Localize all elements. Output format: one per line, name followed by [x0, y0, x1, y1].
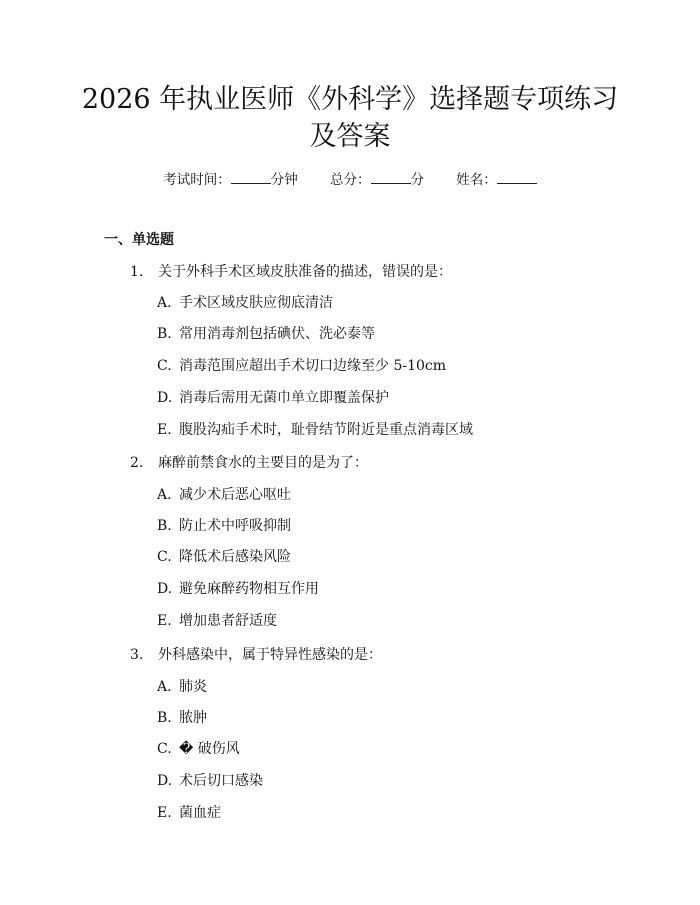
- page-title-continued: 及答案: [309, 121, 391, 152]
- name-blank: [497, 171, 537, 184]
- question-3-option-b: [157, 707, 207, 727]
- question-2-option-a: [157, 484, 291, 504]
- question-text: 外科感染中，属于特异性感染的是：: [158, 647, 382, 663]
- section-heading: 一、单选题: [104, 232, 174, 248]
- question-1: [130, 261, 452, 281]
- question-text: 麻醉前禁食水的主要目的是为了：: [158, 455, 368, 471]
- total-score-label: 总分：: [330, 172, 371, 188]
- option-letter: C.: [157, 741, 172, 757]
- option-text: 手术区域皮肤应彻底清洁: [179, 295, 333, 311]
- page-title: 2026 年执业医师《外科学》选择题专项练习: [81, 84, 619, 115]
- total-score-field: [330, 172, 424, 188]
- option-letter: D.: [157, 773, 173, 789]
- exam-time-label: 考试时间：: [163, 172, 231, 188]
- option-letter: D.: [157, 390, 173, 406]
- option-letter: A.: [157, 487, 172, 503]
- question-3-option-d: [157, 770, 263, 790]
- question-2-option-d: [157, 578, 319, 598]
- option-letter: B.: [157, 518, 172, 534]
- option-letter: E.: [157, 613, 172, 629]
- name-label: 姓名：: [456, 172, 497, 188]
- option-letter: C.: [157, 358, 172, 374]
- option-letter: C.: [157, 549, 172, 565]
- option-text: 菌血症: [179, 805, 221, 821]
- option-letter: E.: [157, 805, 172, 821]
- question-2-option-e: [157, 610, 277, 630]
- option-text: 脓肿: [179, 710, 207, 726]
- question-1-option-c: [157, 355, 446, 375]
- question-3-option-c: [157, 738, 240, 758]
- total-score-unit: 分: [410, 172, 424, 188]
- question-1-option-d: [157, 387, 389, 407]
- option-letter: E.: [157, 422, 172, 438]
- option-text: 降低术后感染风险: [179, 549, 291, 565]
- option-letter: B.: [157, 710, 172, 726]
- option-text: 消毒后需用无菌巾单立即覆盖保护: [179, 390, 389, 406]
- option-letter: A.: [157, 295, 172, 311]
- option-text: � 破伤风: [179, 741, 240, 757]
- option-text: 增加患者舒适度: [179, 613, 277, 629]
- option-text: 肺炎: [179, 679, 207, 695]
- option-letter: B.: [157, 326, 172, 342]
- option-text: 减少术后恶心呕吐: [179, 487, 291, 503]
- exam-meta: [0, 168, 700, 188]
- question-3: [130, 644, 382, 664]
- option-text: 防止术中呼吸抑制: [179, 518, 291, 534]
- exam-time-field: [163, 172, 298, 188]
- question-1-option-a: [157, 292, 333, 312]
- option-text: 常用消毒剂包括碘伏、洗必泰等: [179, 326, 375, 342]
- option-text: 消毒范围应超出手术切口边缘至少 5-10cm: [179, 358, 447, 374]
- name-field: [456, 172, 537, 188]
- total-score-blank: [371, 171, 411, 184]
- question-number: 1.: [130, 264, 144, 280]
- option-text: 避免麻醉药物相互作用: [179, 581, 319, 597]
- question-3-option-e: [157, 802, 221, 822]
- option-text: 腹股沟疝手术时，耻骨结节附近是重点消毒区域: [179, 422, 473, 438]
- question-2: [130, 452, 368, 472]
- question-2-option-c: [157, 546, 291, 566]
- exam-time-blank: [231, 171, 271, 184]
- question-number: 2.: [130, 455, 144, 471]
- question-1-option-e: [157, 419, 473, 439]
- question-text: 关于外科手术区域皮肤准备的描述，错误的是：: [158, 264, 452, 280]
- exam-time-unit: 分钟: [270, 172, 298, 188]
- option-letter: D.: [157, 581, 173, 597]
- question-1-option-b: [157, 323, 375, 343]
- question-2-option-b: [157, 515, 291, 535]
- option-text: 术后切口感染: [179, 773, 263, 789]
- question-number: 3.: [130, 647, 144, 663]
- question-3-option-a: [157, 676, 207, 696]
- option-letter: A.: [157, 679, 172, 695]
